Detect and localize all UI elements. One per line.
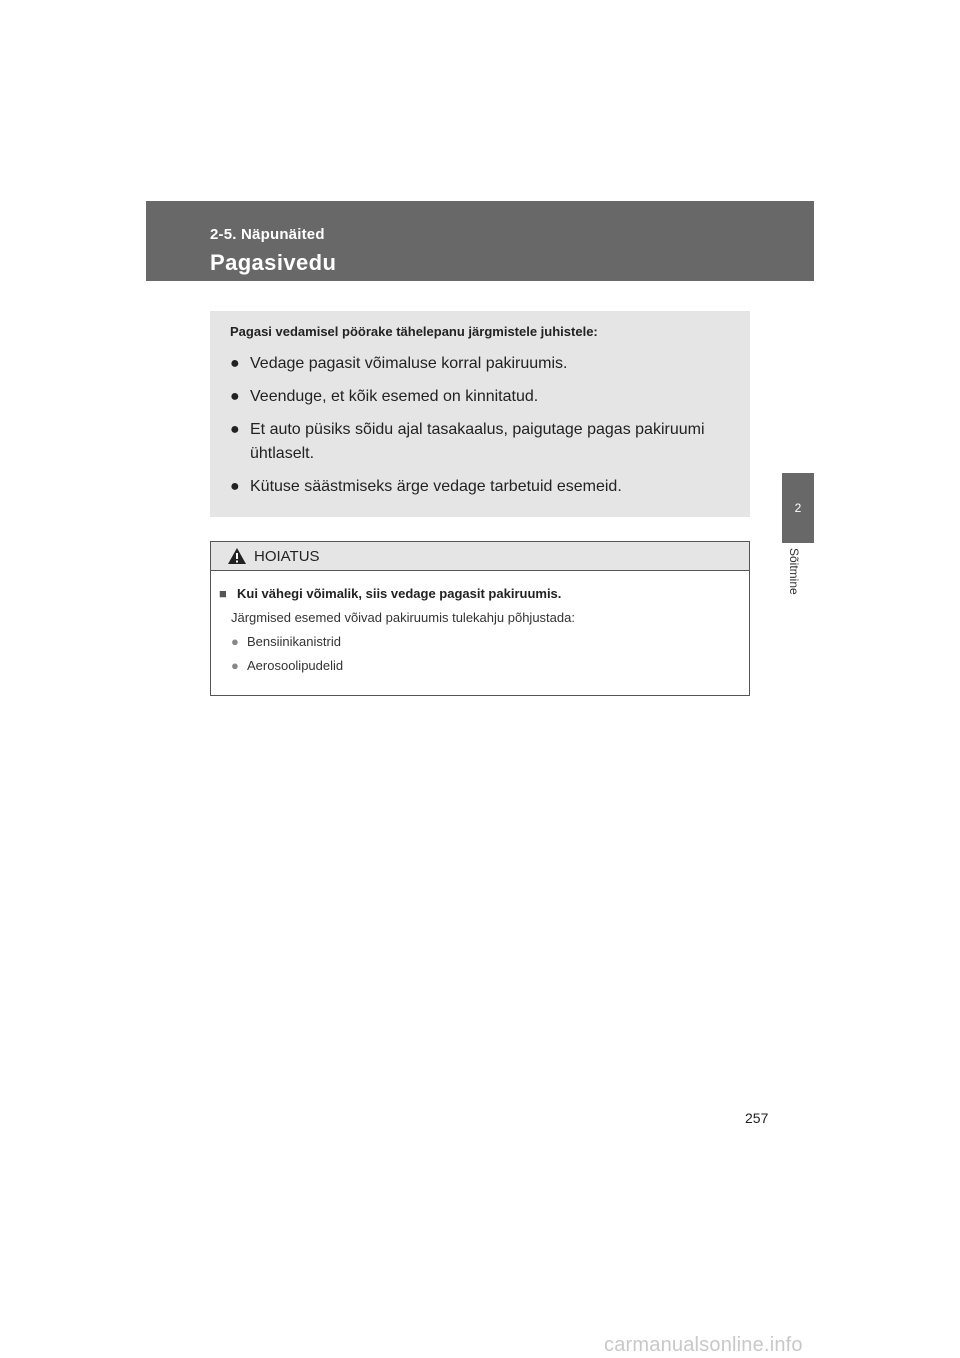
info-item bbox=[230, 352, 730, 376]
bullet-icon: ● bbox=[230, 478, 240, 495]
page-number: 257 bbox=[745, 1110, 769, 1126]
warning-header bbox=[211, 542, 749, 571]
info-item bbox=[230, 475, 730, 499]
warning-heading-text: Kui vähegi võimalik, siis vedage pagasit pakiruumis. bbox=[237, 586, 562, 601]
info-item-text: Et auto püsiks sõidu ajal tasakaalus, paigutage pagas pakiruumi ühtlaselt. bbox=[250, 421, 705, 462]
bullet-icon: ● bbox=[230, 355, 240, 372]
warning-box bbox=[210, 541, 750, 696]
warning-item-text: Bensiinikanistrid bbox=[247, 634, 341, 649]
warning-label: HOIATUS bbox=[254, 548, 320, 565]
bullet-icon: ● bbox=[231, 658, 239, 673]
warning-body bbox=[211, 571, 749, 673]
warning-item bbox=[219, 634, 749, 649]
section-number: 2-5. Näpunäited bbox=[210, 226, 325, 243]
chapter-tab-label: Sõitmine bbox=[787, 548, 801, 595]
page-title: Pagasivedu bbox=[210, 250, 337, 275]
info-item-text: Vedage pagasit võimaluse korral pakiruumis. bbox=[250, 355, 568, 372]
square-bullet-icon: ■ bbox=[219, 586, 227, 601]
watermark: carmanualsonline.info bbox=[604, 1334, 803, 1356]
info-lead: Pagasi vedamisel pöörake tähelepanu järgmistele juhistele: bbox=[230, 324, 598, 339]
warning-text: Järgmised esemed võivad pakiruumis tulekahju põhjustada: bbox=[231, 610, 575, 625]
warning-triangle-icon bbox=[227, 547, 247, 565]
section-header bbox=[146, 201, 814, 281]
warning-heading bbox=[219, 586, 749, 601]
info-item-text: Veenduge, et kõik esemed on kinnitatud. bbox=[250, 388, 539, 405]
bullet-icon: ● bbox=[230, 421, 240, 438]
bullet-icon: ● bbox=[231, 634, 239, 649]
info-item bbox=[230, 418, 730, 466]
warning-item bbox=[219, 658, 749, 673]
info-box bbox=[210, 311, 750, 517]
chapter-tab-number: 2 bbox=[782, 473, 814, 543]
info-item bbox=[230, 385, 730, 409]
info-item-text: Kütuse säästmiseks ärge vedage tarbetuid esemeid. bbox=[250, 478, 622, 495]
bullet-icon: ● bbox=[230, 388, 240, 405]
warning-item-text: Aerosoolipudelid bbox=[247, 658, 344, 673]
